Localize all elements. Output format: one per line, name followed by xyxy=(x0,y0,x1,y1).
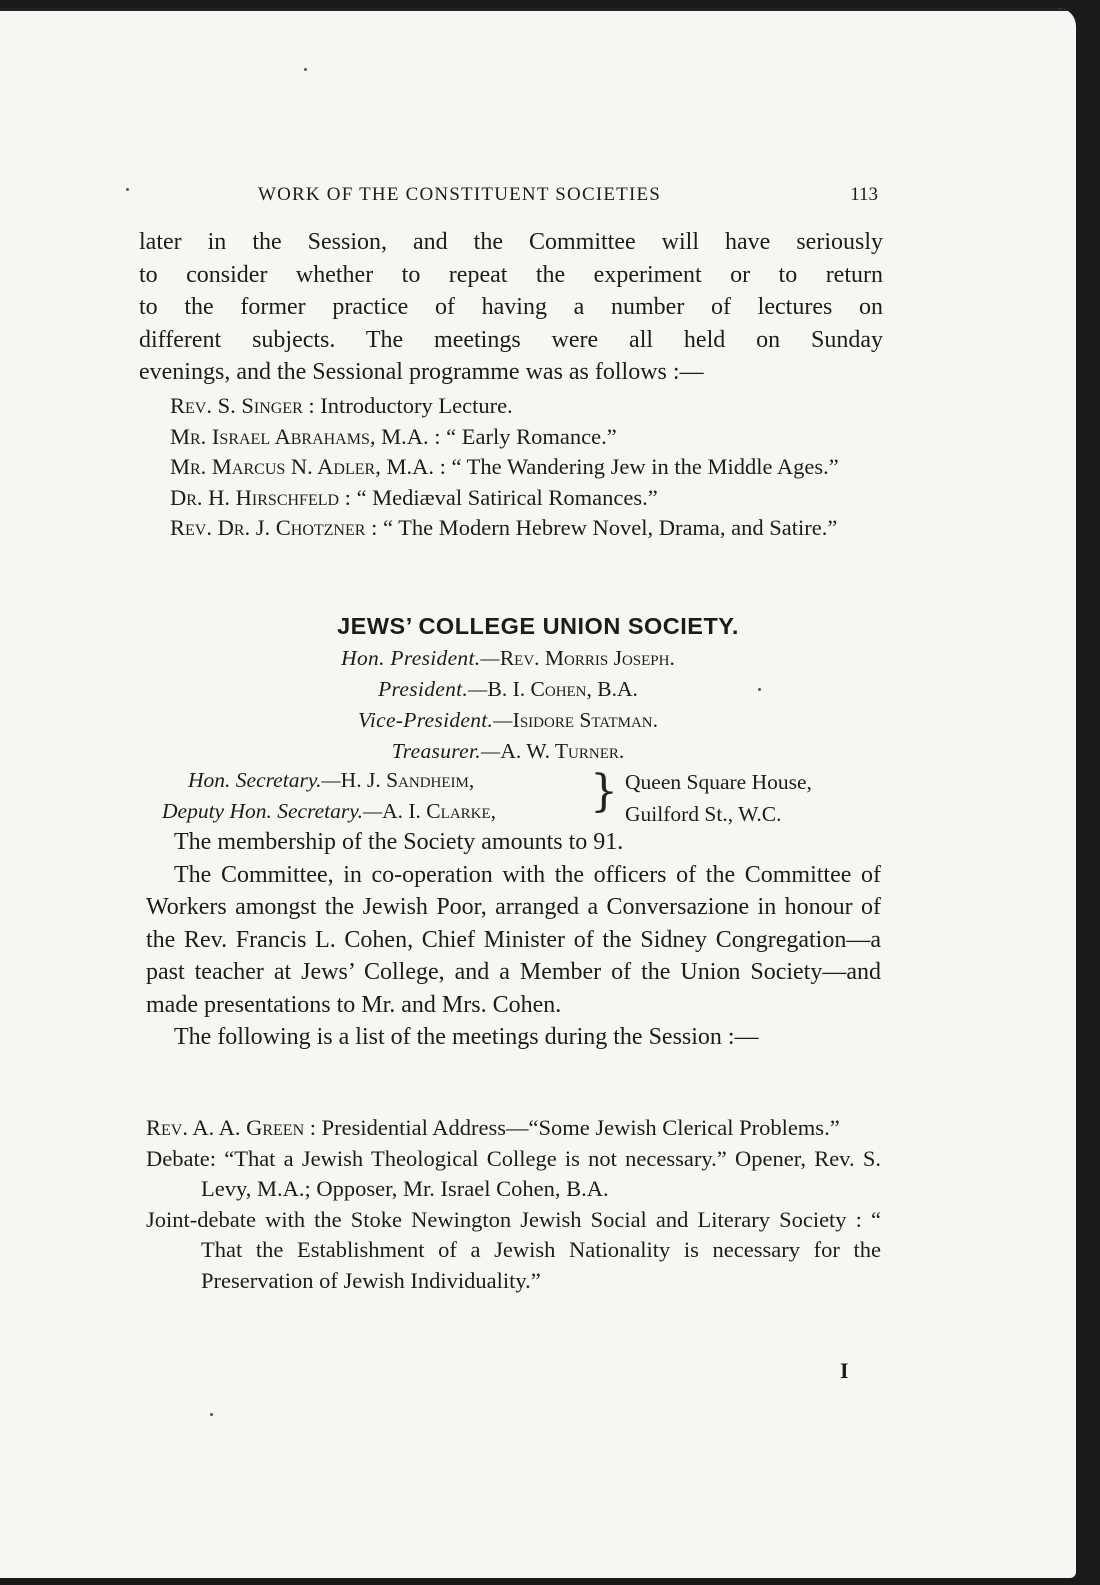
signature-mark: I xyxy=(840,1358,849,1383)
programme-item: Rev. Dr. J. Chotzner : “ The Modern Hebrew Novel, Drama, and Satire.” xyxy=(170,515,838,540)
conversazione-paragraph: The Committee, in co-operation with the officers of the Committee of Workers amongst the Jewish Poor, arranged a Conversazione in honour of the Rev. Francis L. Cohen, Chief Minister of the Sidney Congregation—a past teacher at Jews’ College, and a Member of the Union Society—and made presentations to Mr. and Mrs. Cohen. xyxy=(146,861,881,1018)
meeting-item: Debate: “That a Jewish Theological College is not necessary.” Opener, Rev. S. Levy, M.A.; Opposer, Mr. Israel Cohen, B.A. xyxy=(146,1145,881,1201)
page-top-edge xyxy=(0,8,1076,11)
address-line: Guilford St., W.C. xyxy=(625,802,782,826)
officer-line: President.—B. I. Cohen, B.A. xyxy=(378,677,638,701)
programme-item: Dr. H. Hirschfeld : “ Mediæval Satirical Romances.” xyxy=(170,484,658,510)
union-text xyxy=(146,826,881,1054)
sessional-programme xyxy=(170,391,880,544)
programme-item: Mr. Israel Abrahams, M.A. : “ Early Romance.” xyxy=(170,423,617,449)
officer-line: Treasurer.—A. W. Turner. xyxy=(391,739,625,763)
membership-line: The membership of the Society amounts to 91. xyxy=(174,829,624,855)
intro-paragraph xyxy=(139,226,883,389)
page-number: 113 xyxy=(850,184,878,205)
secretary-line: Hon. Secretary.—H. J. Sandheim, xyxy=(188,768,475,792)
speck xyxy=(210,1413,213,1416)
programme-item: Rev. S. Singer : Introductory Lecture. xyxy=(170,393,513,418)
intro-line: to the former practice of having a number of lectures on xyxy=(139,294,883,320)
secretary-line: Deputy Hon. Secretary.—A. I. Clarke, xyxy=(162,799,497,823)
officer-line: Vice-President.—Isidore Statman. xyxy=(358,708,658,732)
running-title: WORK OF THE CONSTITUENT SOCIETIES xyxy=(258,184,662,205)
secretary-address xyxy=(625,766,812,830)
meetings-list xyxy=(146,1113,881,1296)
intro-line: evenings, and the Sessional programme was as follows :— xyxy=(139,359,704,385)
address-line: Queen Square House, xyxy=(625,770,812,794)
speck xyxy=(304,68,307,71)
officer-line: Hon. President.—Rev. Morris Joseph. xyxy=(341,646,675,670)
section-heading: JEWS’ COLLEGE UNION SOCIETY. xyxy=(337,613,739,639)
brace: } xyxy=(590,766,618,817)
meeting-item: Joint-debate with the Stoke Newington Jewish Social and Literary Society : “ That the Establishment of a Jewish Nationality is necessary for the Preservation of Jewish Individuality.” xyxy=(146,1206,881,1293)
meetings-intro: The following is a list of the meetings during the Session :— xyxy=(174,1024,759,1050)
intro-line: later in the Session, and the Committee will have seriously xyxy=(139,229,883,255)
book-page xyxy=(0,8,1076,1578)
intro-line: to consider whether to repeat the experiment or to return xyxy=(139,261,883,288)
programme-item: Mr. Marcus N. Adler, M.A. : “ The Wandering Jew in the Middle Ages.” xyxy=(170,454,839,479)
intro-line: different subjects. The meetings were all held on Sunday xyxy=(139,326,883,353)
speck xyxy=(126,188,129,191)
meeting-item: Rev. A. A. Green : Presidential Address—“Some Jewish Clerical Problems.” xyxy=(146,1115,840,1140)
